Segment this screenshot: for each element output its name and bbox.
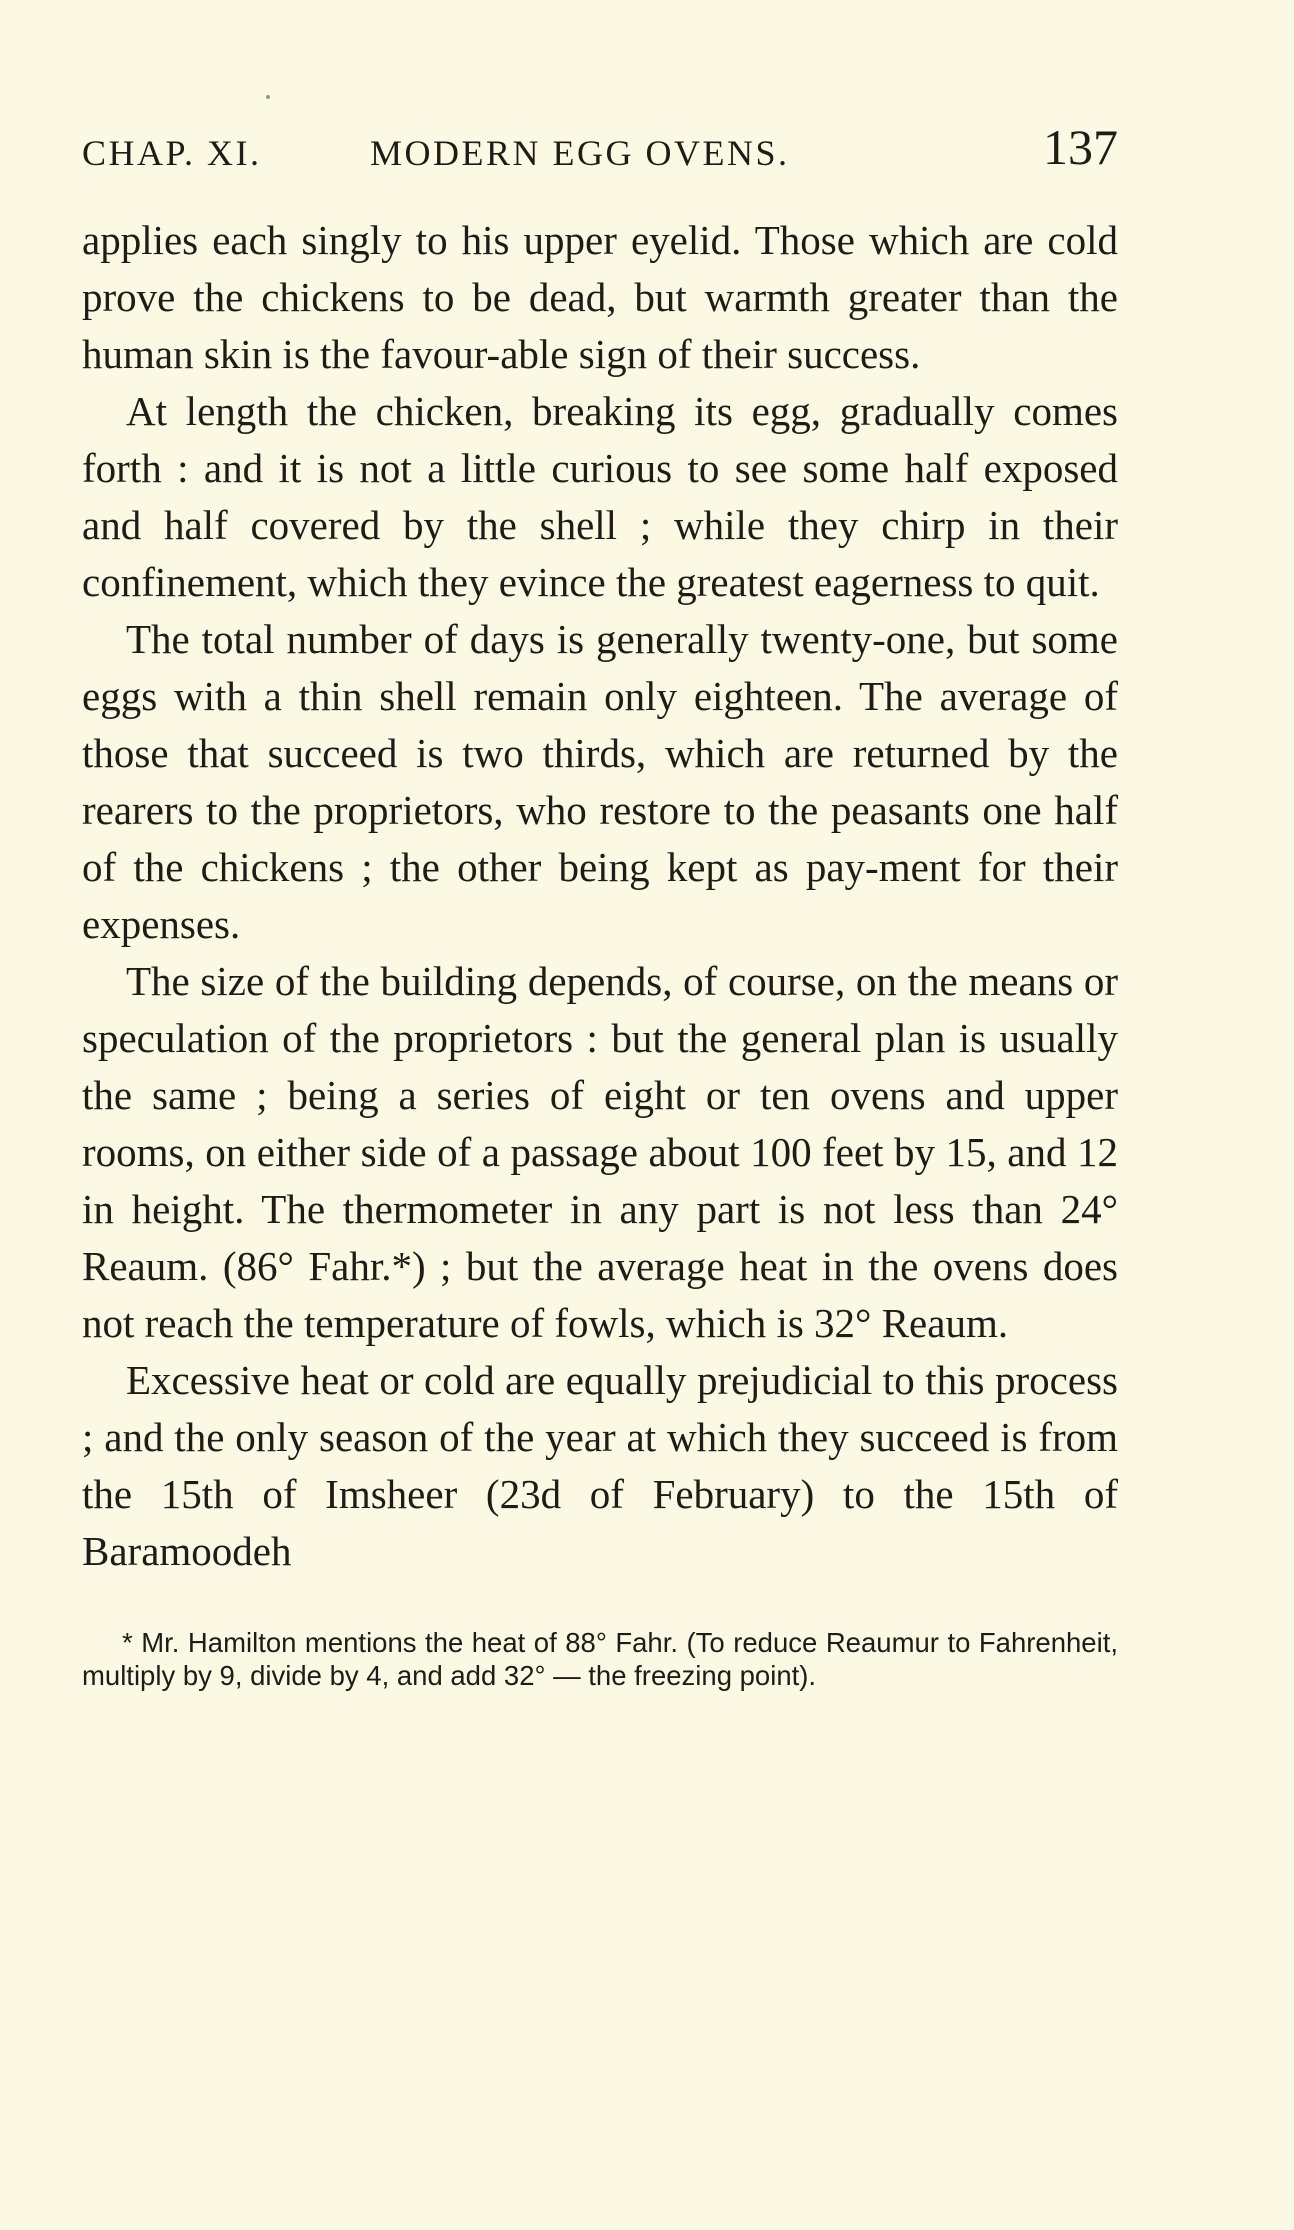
- body-text: [82, 212, 1118, 1580]
- paragraph-1: applies each singly to his upper eyelid. Those which are cold prove the chickens to be dead, but warmth greater than the human skin is the favour-able sign of their success.: [82, 217, 1118, 377]
- running-title: MODERN EGG OVENS.: [370, 133, 790, 173]
- paragraph-5: Excessive heat or cold are equally prejudicial to this process ; and the only season of the year at which they succeed is from the 15th of Imsheer (23d of February) to the 15th of Baramoodeh: [82, 1357, 1118, 1574]
- paragraph-4: The size of the building depends, of course, on the means or speculation of the proprietors : but the general plan is usually the same ; being a series of eight or ten ovens and upper rooms, on either side of a passage about 100 feet by 15, and 12 in height. The thermometer in any part is not less than 24° Reaum. (86° Fahr.*) ; but the average heat in the ovens does not reach the temperature of fowls, which is 32° Reaum.: [82, 958, 1118, 1346]
- paragraph-3: The total number of days is generally twenty-one, but some eggs with a thin shell remain only eighteen. The average of those that succeed is two thirds, which are returned by the rearers to the proprietors, who restore to the peasants one half of the chickens ; the other being kept as pay-ment for their expenses.: [82, 616, 1118, 947]
- running-head: [82, 118, 1118, 188]
- print-speck: [266, 95, 270, 99]
- page-number: 137: [1043, 119, 1118, 175]
- footnote-text: * Mr. Hamilton mentions the heat of 88° Fahr. (To reduce Reaumur to Fahrenheit, multiply by 9, divide by 4, and add 32° — the freezing point).: [82, 1627, 1118, 1691]
- chapter-label: CHAP. XI.: [82, 133, 262, 173]
- paragraph-2: At length the chicken, breaking its egg, gradually comes forth : and it is not a little curious to see some half exposed and half covered by the shell ; while they chirp in their confinement, which they evince the greatest eagerness to quit.: [82, 388, 1118, 605]
- footnote: [82, 1626, 1118, 1692]
- book-page: [82, 118, 1118, 1692]
